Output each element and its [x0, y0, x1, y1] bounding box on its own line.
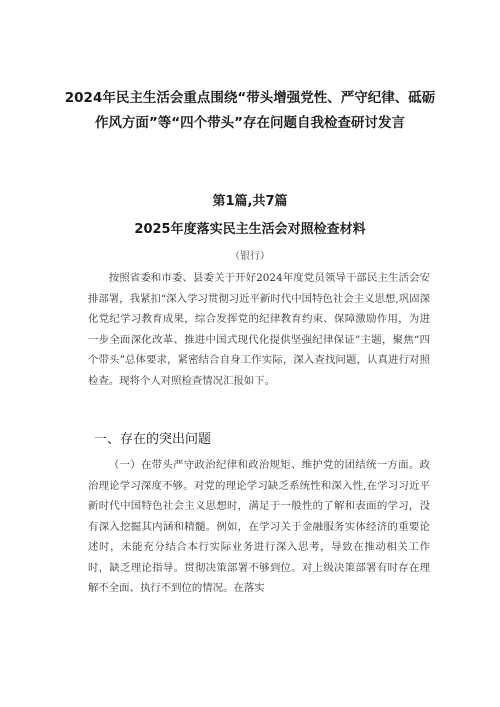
section-heading: 一、存在的突出问题 — [94, 432, 212, 447]
intro-paragraph: 按照省委和市委、县委关于开好2024年度党员领导干部民主生活会安排部署，我紧扣“深入学习贯彻习近平新时代中国特色社会主义思想,巩固深化党纪学习教育成果，综合发挥党的纪律教育约束、保障激励作用，为进一步全面深化改革、推进中国式现代化提供坚强纪律保证”主题，聚焦“四个带头”总体要求，紧密结合自身工作实际，深入查找问题，认真进行对照检查。现将个人对照检查情况汇报如下。 — [88, 272, 430, 387]
organization-label: （银行） — [230, 251, 270, 262]
document-title: 2024年民主生活会重点围绕“带头增强党性、严守纪律、砥砺作风方面”等“四个带头”存在问题自我检查研讨发言 — [64, 90, 436, 131]
document-subtitle: 2025年度落实民主生活会对照检查材料 — [134, 222, 366, 237]
part-label: 第1篇,共7篇 — [212, 194, 288, 209]
section-paragraph: （一）在带头严守政治纪律和政治规矩、维护党的团结统一方面。政治理论学习深度不够。对党的理论学习缺乏系统性和深入性,在学习习近平新时代中国特色社会主义思想时，满足于一般性的了解和表面的学习，没有深入挖掘其内涵和精髓。例如，在学习关于金融服务实体经济的重要论述时，未能充分结合本行实际业务进行深入思考，导致在推动相关工作时，缺乏理论指导。贯彻决策部署不够到位。对上级决策部署有时存在理解不全面、执行不到位的情况。在落实 — [88, 459, 430, 594]
